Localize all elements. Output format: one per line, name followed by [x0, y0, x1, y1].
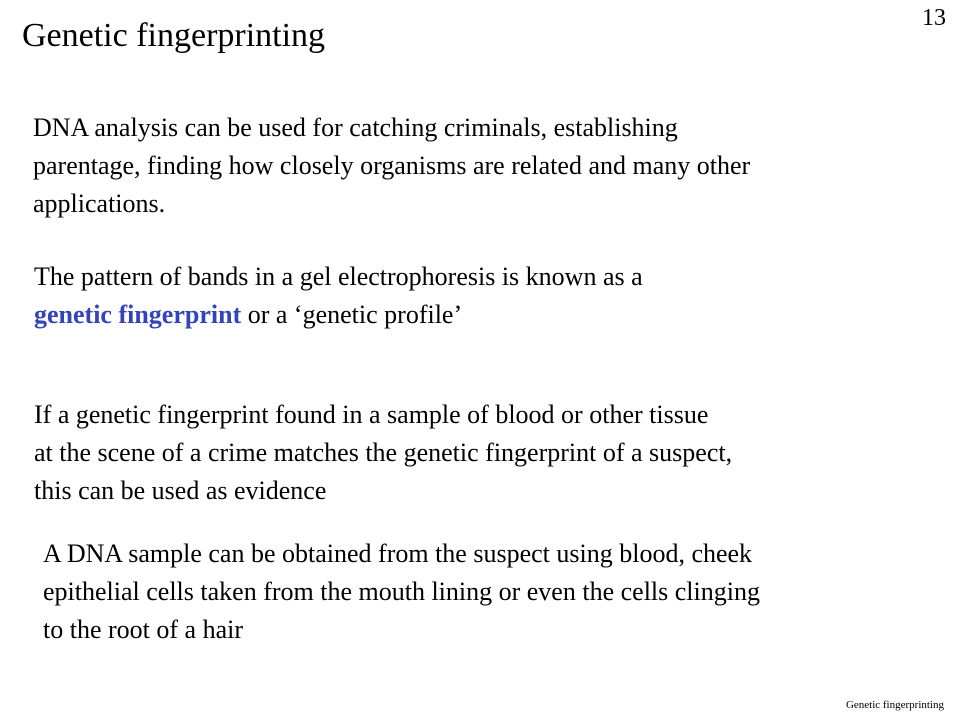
footer-label: Genetic fingerprinting [845, 699, 944, 711]
slide-title: Genetic fingerprinting [22, 17, 326, 54]
highlighted-term: genetic fingerprint [34, 300, 242, 329]
text-line: DNA analysis can be used for catching criminals, establishing [33, 113, 678, 142]
page-number: 13 [922, 5, 946, 31]
text-line: applications. [33, 189, 166, 218]
text-line: The pattern of bands in a gel electrophoresis is known as a [34, 262, 643, 291]
text-line: to the root of a hair [43, 615, 243, 644]
text-line: this can be used as evidence [34, 476, 327, 505]
text-line: parentage, finding how closely organisms are related and many other [33, 151, 751, 180]
paragraph-dna-sample [43, 535, 760, 649]
paragraph-dna-analysis [33, 109, 750, 223]
text-line [34, 296, 643, 334]
text-line: epithelial cells taken from the mouth lining or even the cells clinging [43, 577, 760, 606]
text-line: at the scene of a crime matches the genetic fingerprint of a suspect, [34, 438, 733, 467]
text-line: A DNA sample can be obtained from the suspect using blood, cheek [43, 539, 753, 568]
text-line-rest: or a ‘genetic profile’ [241, 300, 463, 329]
paragraph-crime-evidence [34, 396, 732, 510]
paragraph-band-pattern [34, 258, 643, 334]
text-line: If a genetic fingerprint found in a sample of blood or other tissue [34, 400, 709, 429]
